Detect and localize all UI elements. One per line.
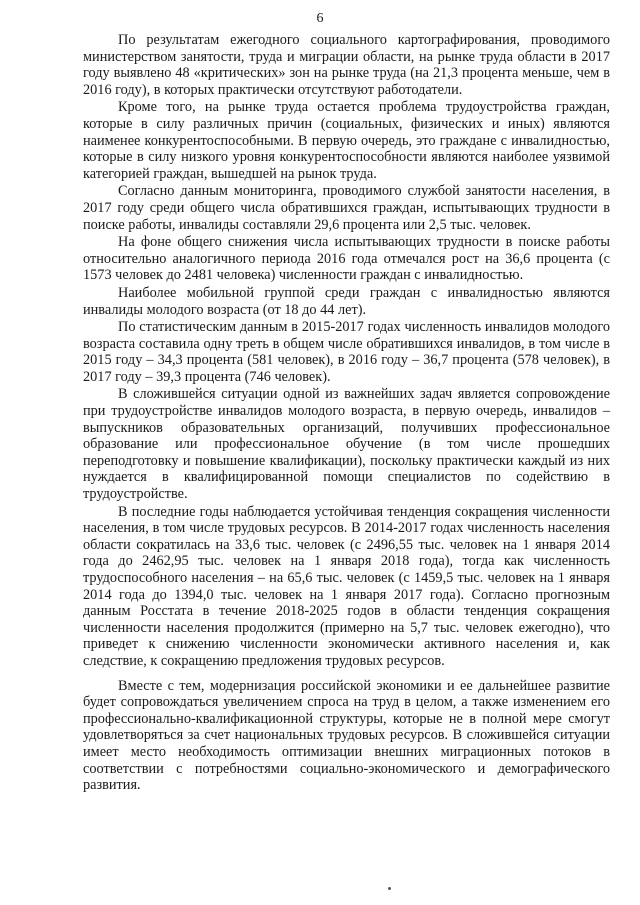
paragraph-mobile-group: Наиболее мобильной группой среди граждан с инвалидностью являются инвалиды молодого возраста (от 18 до 44 лет). <box>83 284 610 318</box>
paragraph-statistics: По статистическим данным в 2015-2017 годах численность инвалидов молодого возраста составила одну треть в общем числе обратившихся инвалидов, в том числе в 2015 году – 34,3 процента (581 человек), в 2016 году – 36,7 процента (578 человек), в 2017 году – 39,3 процента (746 человек). <box>83 319 610 385</box>
paragraph-population-decline: В последние годы наблюдается устойчивая тенденция сокращения численности населения, в том числе трудовых ресурсов. В 2014-2017 годах численность населения области сократилась на 33,6 тыс. человек (с 2496,55 тыс. человек на 1 января 2014 года до 2462,95 тыс. человек на 1 января 2018 года), тогда как численность трудоспособного населения – на 65,6 тыс. человек (с 1459,5 тыс. человек на 1 января 2014 года до 1394,0 тыс. человек на 1 января 2017 года). Согласно прогнозным данным Росстата в течение 2018-2025 годов в области тенденция сокращения численности населения продолжится (примерно на 5,7 тыс. человек ежегодно), что приведет к снижению численности экономически активного населения и, как следствие, к сокращению предложения трудовых ресурсов. <box>83 503 610 669</box>
paragraph-employment-problem: Кроме того, на рынке труда остается проблема трудоустройства граждан, которые в силу различных причин (социальных, физических и иных) являются наименее конкурентоспособными. В первую очередь, это граждане с инвалидностью, которые в силу низкого уровня конкурентоспособности являются наиболее уязвимой категорией граждан, вышедшей на рынок труда. <box>83 99 610 182</box>
paragraph-monitoring-data: Согласно данным мониторинга, проводимого службой занятости населения, в 2017 году среди общего числа обратившихся граждан, испытывающих трудности в поиске работы, инвалиды составляли 29,6 процента или 2,5 тыс. человек. <box>83 183 610 233</box>
page-number: 6 <box>316 11 324 26</box>
document-body <box>83 32 610 795</box>
paragraph-key-task: В сложившейся ситуации одной из важнейших задач является сопровождение при трудоустройстве инвалидов молодого возраста, в первую очередь, инвалидов – выпускников образовательных организаций, получивших профессиональное образование или профессиональное обучение (в том числе прошедших переподготовку и повышение квалификации), поскольку практически каждый из них нуждается в квалифицированной помощи специалистов по содействию в трудоустройстве. <box>83 386 610 503</box>
paragraph-social-mapping: По результатам ежегодного социального картографирования, проводимого министерством занятости, труда и миграции области, на рынке труда области в 2017 году выявлено 48 «критических» зон на рынке труда (на 21,3 процента меньше, чем в 2016 году), в которых практически отсутствуют работодатели. <box>83 32 610 98</box>
paragraph-growth-disabled: На фоне общего снижения числа испытывающих трудности в поиске работы относительно аналогичного периода 2016 года отмечался рост на 36,6 процента (с 1573 человек до 2481 человека) численности граждан с инвалидностью. <box>83 234 610 284</box>
paragraph-modernization: Вместе с тем, модернизация российской экономики и ее дальнейшее развитие будет сопровождаться увеличением спроса на труд в целом, а также изменением его профессионально-квалификационной структуры, которые не в полной мере смогут удовлетворяться за счет национальных трудовых ресурсов. В сложившейся ситуации имеет место необходимость оптимизации внешних миграционных потоков в соответствии с потребностями социально-экономического и демографического развития. <box>83 677 610 794</box>
scan-artifact-dot <box>388 887 391 890</box>
